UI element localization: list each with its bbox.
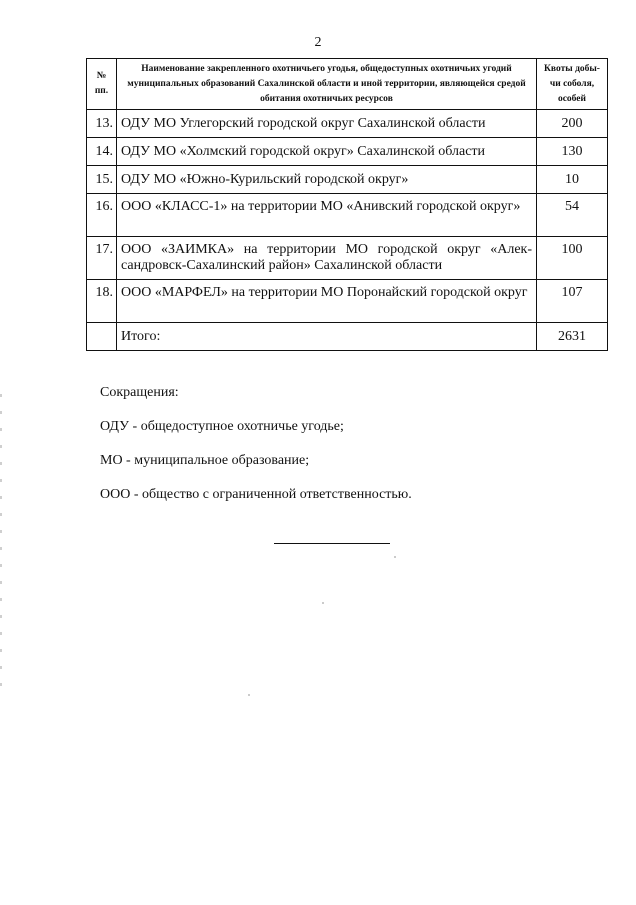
header-quota: Квоты добы-чи соболя, особей (537, 59, 608, 110)
table-row (87, 138, 608, 166)
table-row (87, 110, 608, 138)
table-total-row (87, 323, 608, 351)
abbreviation-item: МО - муниципальное образование; (100, 453, 310, 468)
row-name: ОДУ МО «Южно-Курильский городской округ» (117, 166, 537, 194)
page-number: 2 (314, 35, 322, 50)
header-name: Наименование закрепленного охотничьего угодья, общедоступных охотничьих угодий муниципальных образований Сахалинской области и иной территории, являющейся средой обитания охотничьих ресурсов (117, 59, 537, 110)
row-number: 14. (87, 138, 117, 166)
row-number: 18. (87, 280, 117, 323)
row-quota: 200 (537, 110, 608, 138)
row-name: ООО «КЛАСС-1» на территории МО «Анивский городской округ» (117, 194, 537, 237)
scan-edge-artifact (0, 380, 2, 700)
total-quota: 2631 (537, 323, 608, 351)
row-quota: 10 (537, 166, 608, 194)
row-name: ОДУ МО «Холмский городской округ» Сахалинской области (117, 138, 537, 166)
scan-speck (322, 602, 324, 604)
table-row (87, 166, 608, 194)
table-row (87, 194, 608, 237)
row-number: 13. (87, 110, 117, 138)
scan-speck (394, 556, 396, 558)
row-quota: 130 (537, 138, 608, 166)
row-number: 16. (87, 194, 117, 237)
row-quota: 100 (537, 237, 608, 280)
end-separator-line (274, 543, 390, 544)
header-number: № пп. (87, 59, 117, 110)
row-number: 15. (87, 166, 117, 194)
row-number: 17. (87, 237, 117, 280)
row-quota: 107 (537, 280, 608, 323)
row-quota: 54 (537, 194, 608, 237)
abbreviations-title: Сокращения: (100, 385, 179, 400)
hunting-quota-table (86, 58, 608, 351)
table-row (87, 237, 608, 280)
total-number (87, 323, 117, 351)
total-label: Итого: (117, 323, 537, 351)
abbreviation-item: ООО - общество с ограниченной ответственностью. (100, 487, 412, 502)
abbreviation-item: ОДУ - общедоступное охотничье угодье; (100, 419, 344, 434)
table-header-row (87, 59, 608, 110)
row-name: ООО «ЗАИМКА» на территории МО городской округ «Алек-сандровск-Сахалинский район» Сахалинской области (117, 237, 537, 280)
scan-speck (248, 694, 250, 696)
abbreviations-section (100, 384, 412, 520)
row-name: ООО «МАРФЕЛ» на территории МО Поронайский городской округ (117, 280, 537, 323)
row-name: ОДУ МО Углегорский городской округ Сахалинской области (117, 110, 537, 138)
table-row (87, 280, 608, 323)
